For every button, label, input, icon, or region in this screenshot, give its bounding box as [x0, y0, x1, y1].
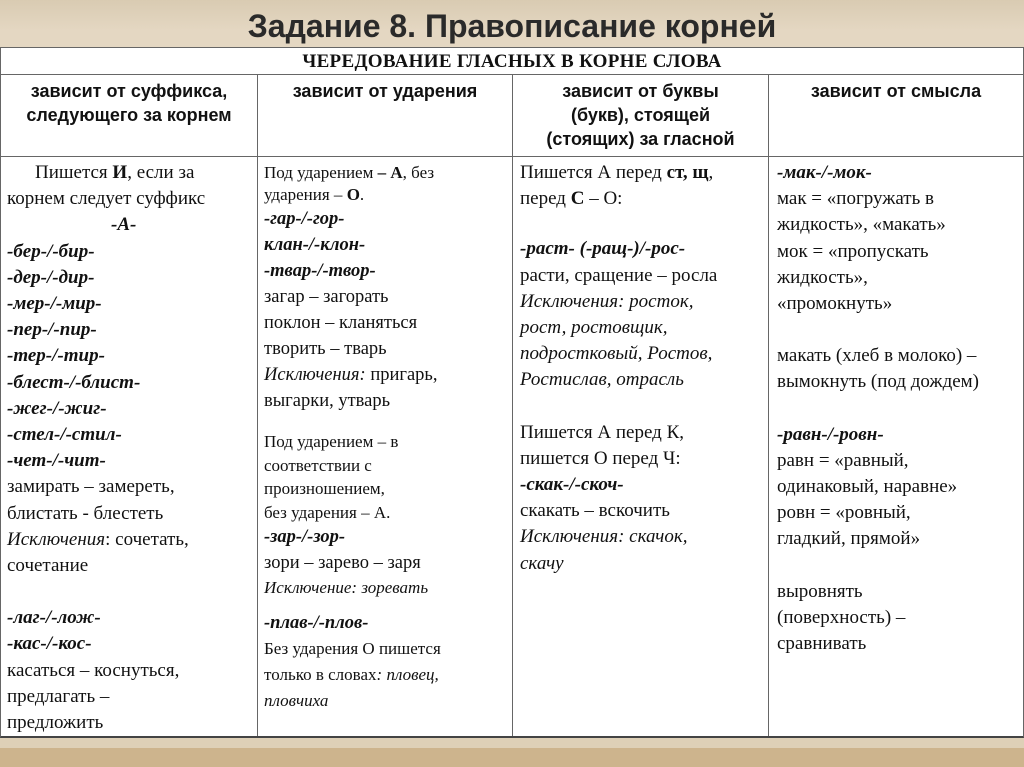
table-subtitle: ЧЕРЕДОВАНИЕ ГЛАСНЫХ В КОРНЕ СЛОВА: [1, 48, 1023, 75]
meaning-text: мак = «погружать в: [777, 188, 934, 210]
meaning-text: жидкость», «макать»: [777, 214, 946, 236]
column-meaning: [769, 158, 1023, 736]
rules-table: [0, 47, 1024, 738]
rule-text: произношением,: [264, 479, 385, 498]
exception-text: Исключения: сочетать,: [7, 528, 189, 550]
example-text: расти, сращение – росла: [520, 264, 718, 286]
example-text: выровнять: [777, 580, 863, 602]
meaning-text: мок = «пропускать: [777, 240, 929, 262]
meaning-text: «промокнуть»: [777, 293, 893, 315]
example-text: блистать - блестеть: [7, 502, 164, 524]
rule-text: Без ударения О пишется: [264, 639, 441, 658]
rule-text: ударения – О.: [264, 185, 365, 204]
exception-text: скачу: [520, 552, 564, 574]
header-suffix: зависит от суффикса, следующего за корнем: [1, 75, 257, 157]
root-pair: -мак-/-мок-: [777, 162, 872, 183]
page-title: Задание 8. Правописание корней: [247, 8, 777, 44]
rule-text: Пишется А перед К,: [520, 421, 685, 443]
root-pair: -зар-/-зор-: [264, 527, 345, 547]
example-text: предлагать –: [7, 685, 110, 707]
example-text: зори – зарево – заря: [264, 553, 421, 573]
column-suffix: [1, 158, 257, 736]
root-pair: -чет-/-чит-: [7, 450, 106, 472]
example-text: сравнивать: [777, 633, 867, 655]
exception-text: Исключения: скачок,: [520, 526, 688, 548]
rule-text: Под ударением – А, без: [264, 163, 435, 182]
rule-text: соответствии с: [264, 455, 372, 475]
root-pair: -блест-/-блист-: [7, 371, 141, 393]
exception-text: рост, ростовщик,: [520, 317, 668, 339]
root-pair: -скак-/-скоч-: [520, 474, 624, 496]
exception-text: Исключения: пригарь,: [264, 365, 438, 385]
example-text: макать (хлеб в молоко) –: [777, 345, 977, 367]
example-text: вымокнуть (под дождем): [777, 371, 980, 393]
root-pair: -твар-/-твор-: [264, 261, 376, 281]
rule-text: пловчиха: [264, 691, 329, 710]
meaning-text: одинаковый, наравне»: [777, 476, 958, 498]
exception-text: Исключение: зоревать: [264, 578, 429, 597]
root-pair: -стел-/-стил-: [7, 424, 122, 446]
example-text: касаться – коснуться,: [7, 659, 180, 681]
rule-text: пишется О перед Ч:: [520, 447, 681, 469]
root-pair: -жег-/-жиг-: [7, 397, 107, 419]
column-stress: [258, 158, 512, 736]
example-text: поклон – кланяться: [264, 313, 418, 333]
exception-text: выгарки, утварь: [264, 391, 391, 411]
root-pair: -раст- (-ращ-)/-рос-: [520, 238, 686, 260]
exception-text: Исключения: росток,: [520, 290, 694, 312]
rule-text: перед С – О:: [520, 188, 623, 210]
example-text: загар – загорать: [264, 287, 389, 307]
example-text: предложить: [7, 712, 104, 734]
root-pair: -лаг-/-лож-: [7, 607, 101, 629]
root-pair: -плав-/-плов-: [264, 613, 369, 633]
exception-text: Ростислав, отрасль: [520, 369, 684, 391]
root-pair: -равн-/-ровн-: [777, 423, 884, 445]
exception-text: сочетание: [7, 555, 89, 577]
rule-text: Под ударением – в: [264, 432, 399, 451]
root-pair: -пер-/-пир-: [7, 319, 97, 341]
root-pair: -дер-/-дир-: [7, 266, 95, 288]
root-pair: -мер-/-мир-: [7, 293, 102, 315]
root-pair: -тер-/-тир-: [7, 345, 105, 367]
root-pair: -гар-/-гор-: [264, 209, 345, 229]
header-letters: зависит от буквы (букв), стоящей (стоящих) за гласной: [513, 75, 768, 157]
rule-text: без ударения – А.: [264, 502, 391, 522]
header-meaning: зависит от смысла: [769, 75, 1023, 157]
rule-text: Пишется А перед ст, щ,: [520, 162, 714, 183]
bottom-bar: [0, 748, 1024, 767]
rule-text: только в словах: пловец,: [264, 665, 439, 684]
rule-text: Пишется И, если за: [35, 162, 195, 183]
root-pair: -кас-/-кос-: [7, 633, 92, 655]
header-stress: зависит от ударения: [258, 75, 512, 157]
suffix-marker: -А-: [111, 214, 137, 236]
example-text: творить – тварь: [264, 339, 387, 359]
example-text: скакать – вскочить: [520, 500, 670, 522]
meaning-text: гладкий, прямой»: [777, 528, 921, 550]
root-pair: -бер-/-бир-: [7, 240, 95, 262]
meaning-text: ровн = «ровный,: [777, 502, 911, 524]
example-text: (поверхность) –: [777, 606, 906, 628]
meaning-text: равн = «равный,: [777, 449, 909, 471]
example-text: замирать – замереть,: [7, 476, 175, 498]
exception-text: подростковый, Ростов,: [520, 343, 713, 365]
column-letters: [513, 158, 768, 736]
meaning-text: жидкость»,: [777, 266, 868, 288]
root-pair: клан-/-клон-: [264, 235, 366, 255]
rule-text: корнем следует суффикс: [7, 188, 206, 210]
